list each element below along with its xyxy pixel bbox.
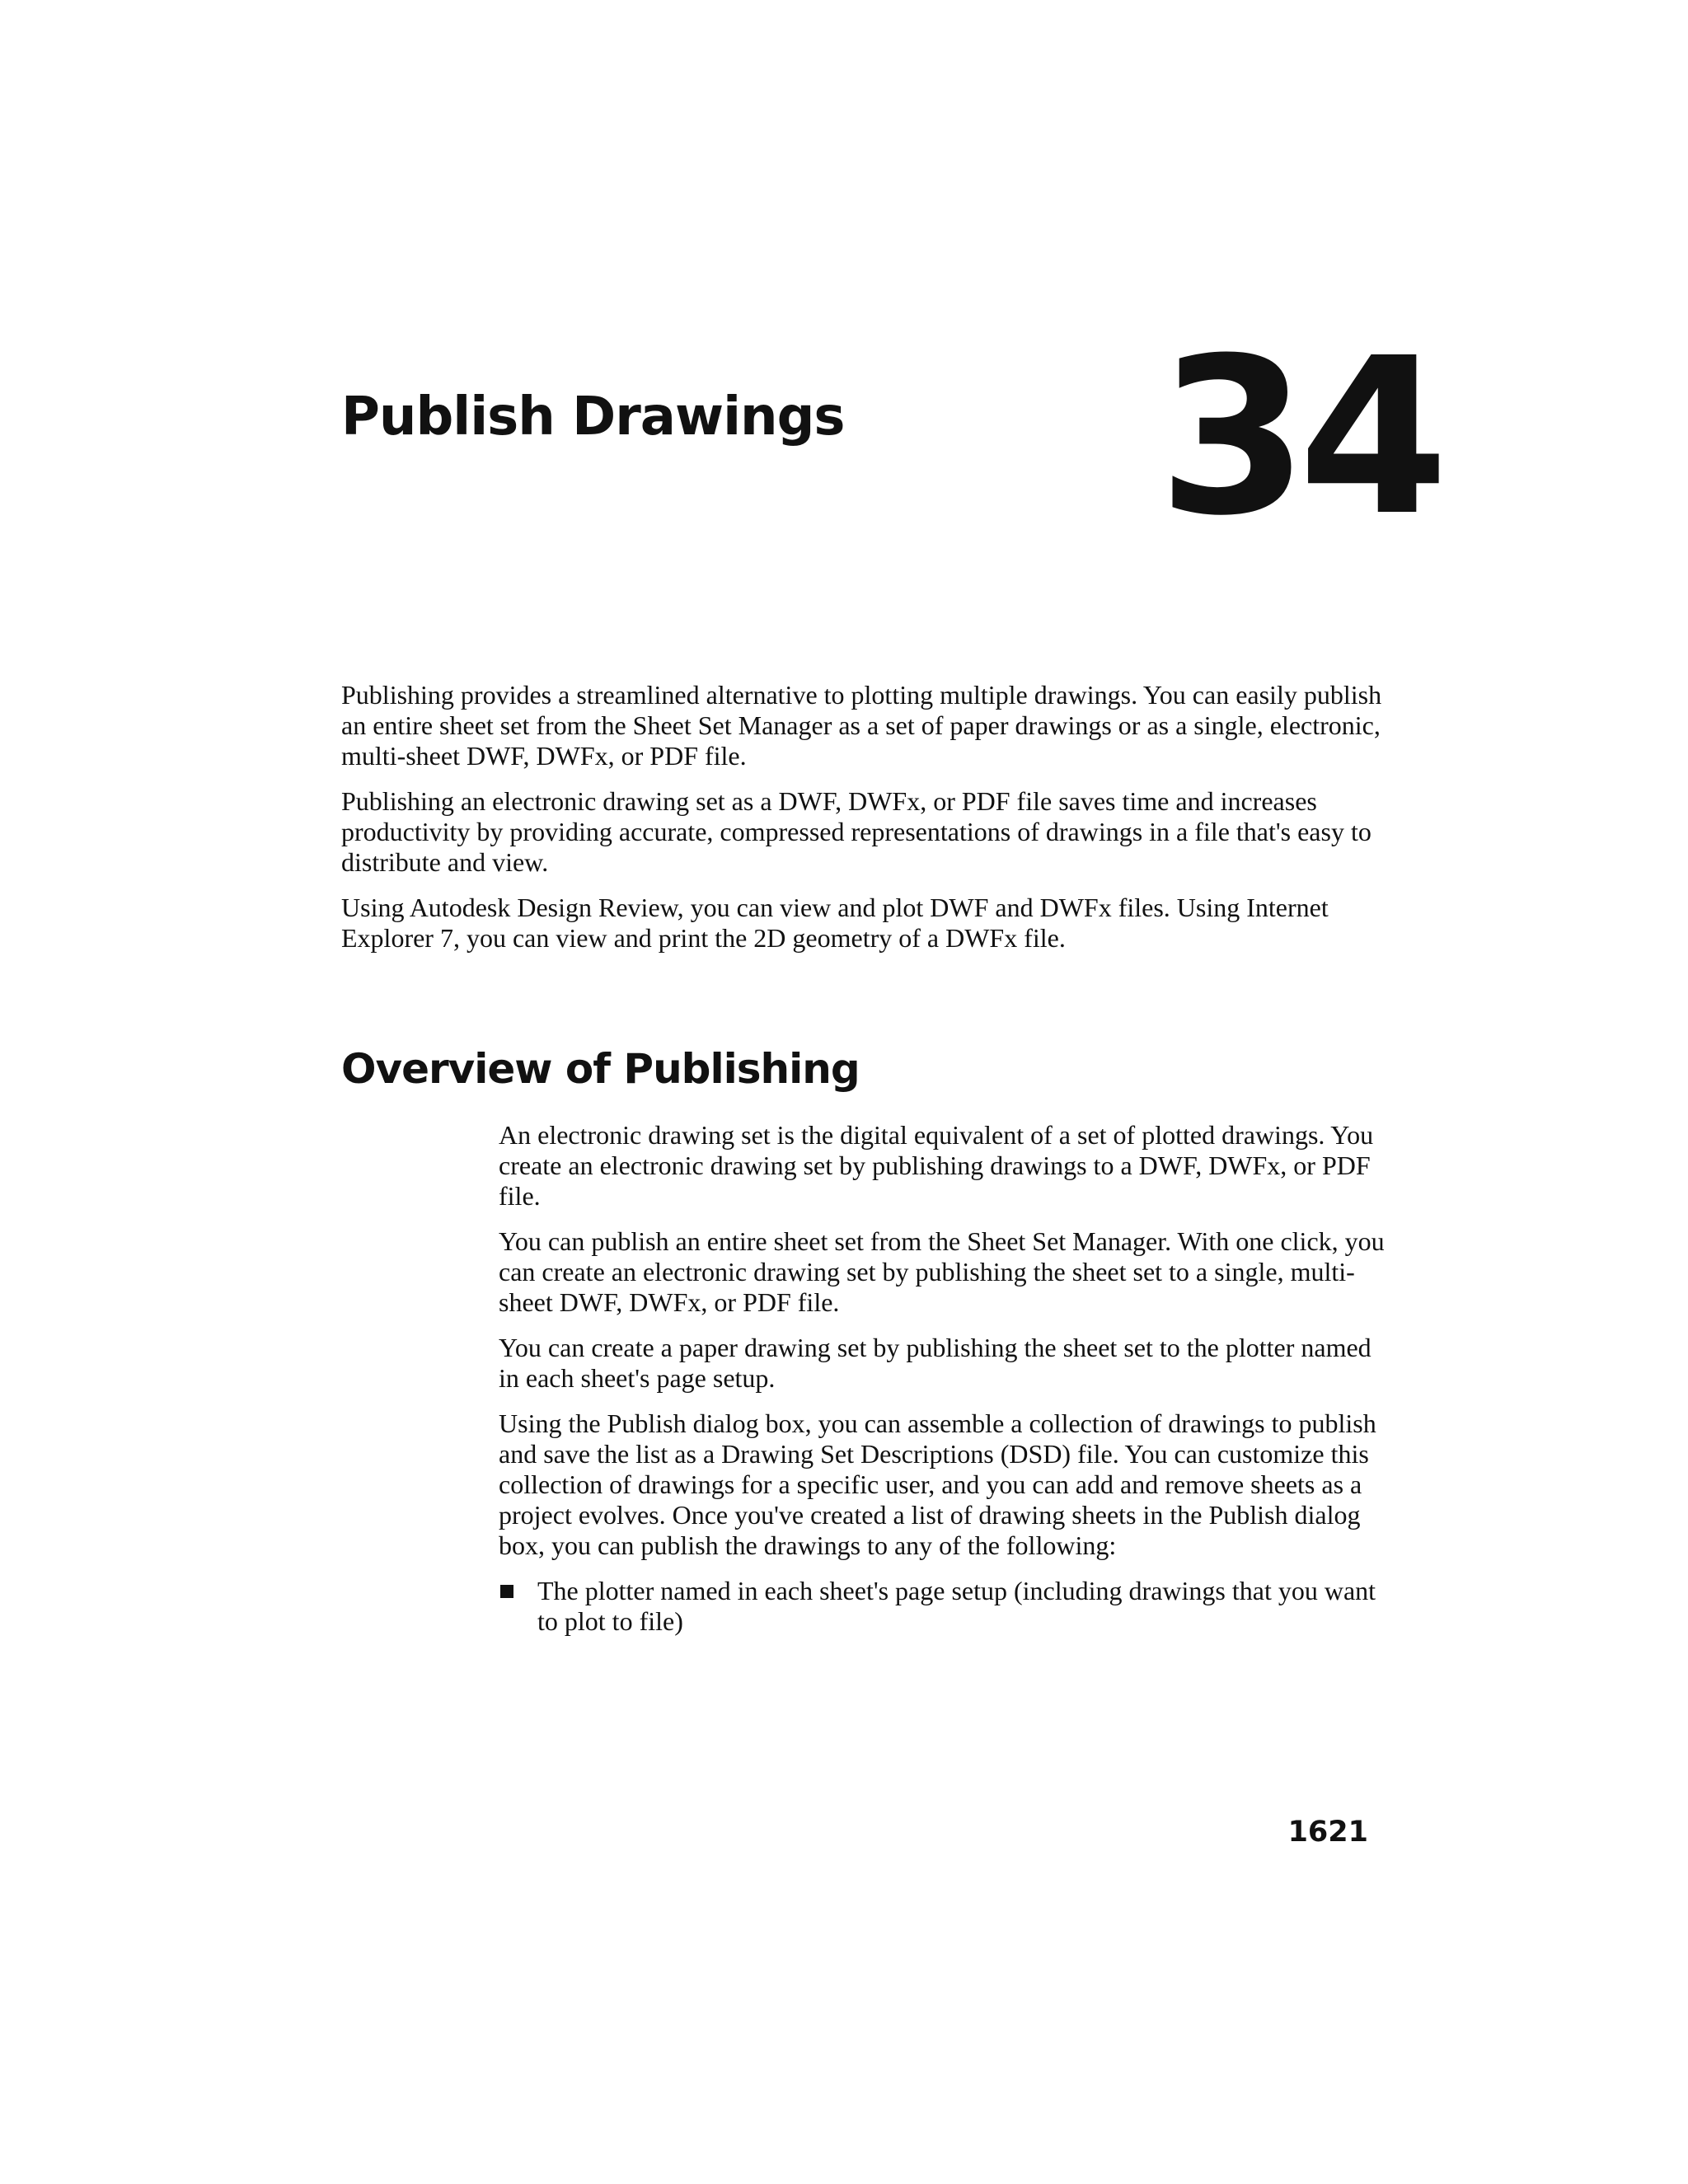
page-number: 1621 [1287, 1816, 1368, 1849]
chapter-title: Publish Drawings [341, 387, 845, 448]
bullet-list [499, 1576, 1397, 1637]
intro-paragraph: Publishing an electronic drawing set as a DWF, DWFx, or PDF file saves time and increases productivity by providing accurate, compressed representations of drawings in a file that's easy to distribute and view. [341, 786, 1372, 877]
intro-paragraph: Using Autodesk Design Review, you can view and plot DWF and DWFx files. Using Internet Explorer 7, you can view and print the 2D geometry of a DWFx file. [341, 893, 1329, 953]
square-bullet-icon [500, 1585, 513, 1598]
section-title: Overview of Publishing [341, 1045, 860, 1093]
chapter-number: 34 [1158, 312, 1439, 563]
body-paragraph: An electronic drawing set is the digital equivalent of a set of plotted drawings. You create an electronic drawing set by publishing drawings to a DWF, DWFx, or PDF file. [499, 1120, 1374, 1211]
body-paragraph: Using the Publish dialog box, you can assemble a collection of drawings to publish and save the list as a Drawing Set Descriptions (DSD) file. You can customize this collection of drawings for a specific user, and you can add and remove sheets as a project evolves. Once you've created a list of drawing sheets in the Publish dialog box, you can publish the drawings to any of the following: [499, 1408, 1376, 1560]
body-paragraph: You can publish an entire sheet set from the Sheet Set Manager. With one click, you can create an electronic drawing set by publishing the sheet set to a single, multi-sheet DWF, DWFx, or PDF file. [499, 1226, 1385, 1317]
section-body [499, 1120, 1397, 1637]
intro-paragraph: Publishing provides a streamlined alternative to plotting multiple drawings. You can easily publish an entire sheet set from the Sheet Set Manager as a set of paper drawings or as a single, electronic, multi-sheet DWF, DWFx, or PDF file. [341, 680, 1382, 771]
bullet-item [499, 1576, 1397, 1637]
intro-text [341, 680, 1413, 968]
body-paragraph: You can create a paper drawing set by publishing the sheet set to the plotter named in each sheet's page setup. [499, 1333, 1372, 1393]
bullet-text: The plotter named in each sheet's page setup (including drawings that you want to plot to file) [537, 1576, 1376, 1636]
